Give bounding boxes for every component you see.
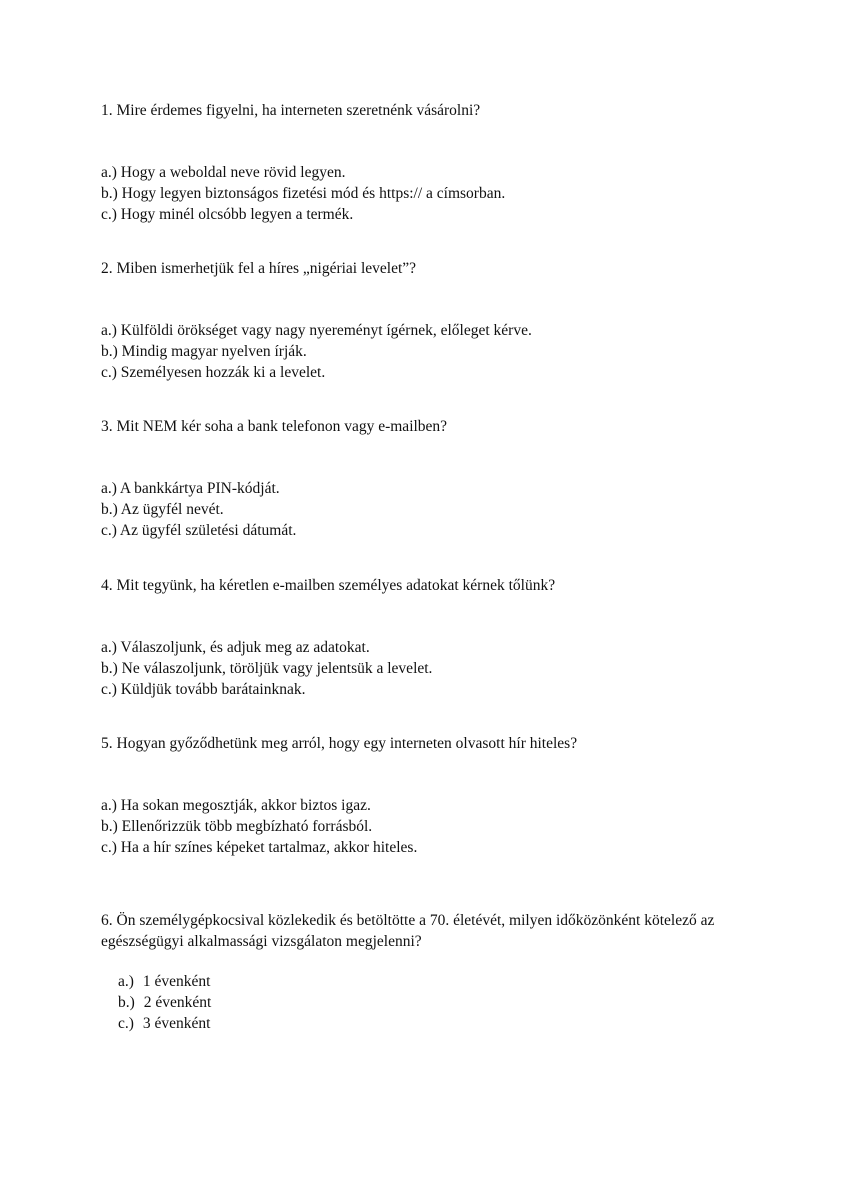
- option-c: c.) Az ügyfél születési dátumát.: [101, 522, 297, 539]
- question-2: [101, 258, 781, 383]
- option-list: [101, 478, 781, 541]
- question-1: [101, 100, 781, 225]
- option-list: [101, 971, 781, 1034]
- option-c: c.) Küldjük tovább barátainknak.: [101, 681, 306, 698]
- question-text: 5. Hogyan győződhetünk meg arról, hogy egy interneten olvasott hír hiteles?: [101, 735, 578, 752]
- option-b: b.) Ne válaszoljunk, töröljük vagy jelentsük a levelet.: [101, 660, 433, 677]
- option-list: [101, 320, 781, 383]
- option-text: 1 évenként: [142, 973, 211, 990]
- option-a: a.) Ha sokan megosztják, akkor biztos igaz.: [101, 797, 371, 814]
- option-c: c.) Személyesen hozzák ki a levelet.: [101, 364, 326, 381]
- question-6: [101, 910, 781, 1034]
- option-list: [101, 162, 781, 225]
- option-a: [118, 971, 781, 992]
- option-label: c.): [118, 1015, 134, 1032]
- question-4: [101, 575, 781, 700]
- option-a: a.) Válaszoljunk, és adjuk meg az adatokat.: [101, 639, 370, 656]
- option-text: 2 évenként: [143, 994, 212, 1011]
- option-c: c.) Hogy minél olcsóbb legyen a termék.: [101, 206, 354, 223]
- question-text: 4. Mit tegyünk, ha kéretlen e-mailben személyes adatokat kérnek tőlünk?: [101, 577, 556, 594]
- option-label: a.): [118, 973, 134, 990]
- question-text: 2. Miben ismerhetjük fel a híres „nigériai levelet”?: [101, 260, 417, 277]
- option-c: [118, 1013, 781, 1034]
- question-text: 6. Ön személygépkocsival közlekedik és betöltötte a 70. életévét, milyen időközönként kötelező az egészségügyi alkalmassági vizsgálaton megjelenni?: [101, 912, 715, 950]
- option-b: b.) Ellenőrizzük több megbízható forrásból.: [101, 818, 373, 835]
- option-label: b.): [118, 994, 135, 1011]
- question-text: 3. Mit NEM kér soha a bank telefonon vagy e-mailben?: [101, 418, 448, 435]
- question-5: [101, 733, 781, 858]
- option-a: a.) Hogy a weboldal neve rövid legyen.: [101, 164, 346, 181]
- option-list: [101, 795, 781, 858]
- option-list: [101, 637, 781, 700]
- option-a: a.) A bankkártya PIN-kódját.: [101, 480, 280, 497]
- question-3: [101, 416, 781, 541]
- option-b: b.) Hogy legyen biztonságos fizetési mód és https:// a címsorban.: [101, 185, 506, 202]
- option-b: b.) Az ügyfél nevét.: [101, 501, 224, 518]
- option-b: [118, 992, 781, 1013]
- option-text: 3 évenként: [142, 1015, 211, 1032]
- question-text: 1. Mire érdemes figyelni, ha interneten szeretnénk vásárolni?: [101, 102, 481, 119]
- option-a: a.) Külföldi örökséget vagy nagy nyereményt ígérnek, előleget kérve.: [101, 322, 532, 339]
- option-c: c.) Ha a hír színes képeket tartalmaz, akkor hiteles.: [101, 839, 418, 856]
- option-b: b.) Mindig magyar nyelven írják.: [101, 343, 307, 360]
